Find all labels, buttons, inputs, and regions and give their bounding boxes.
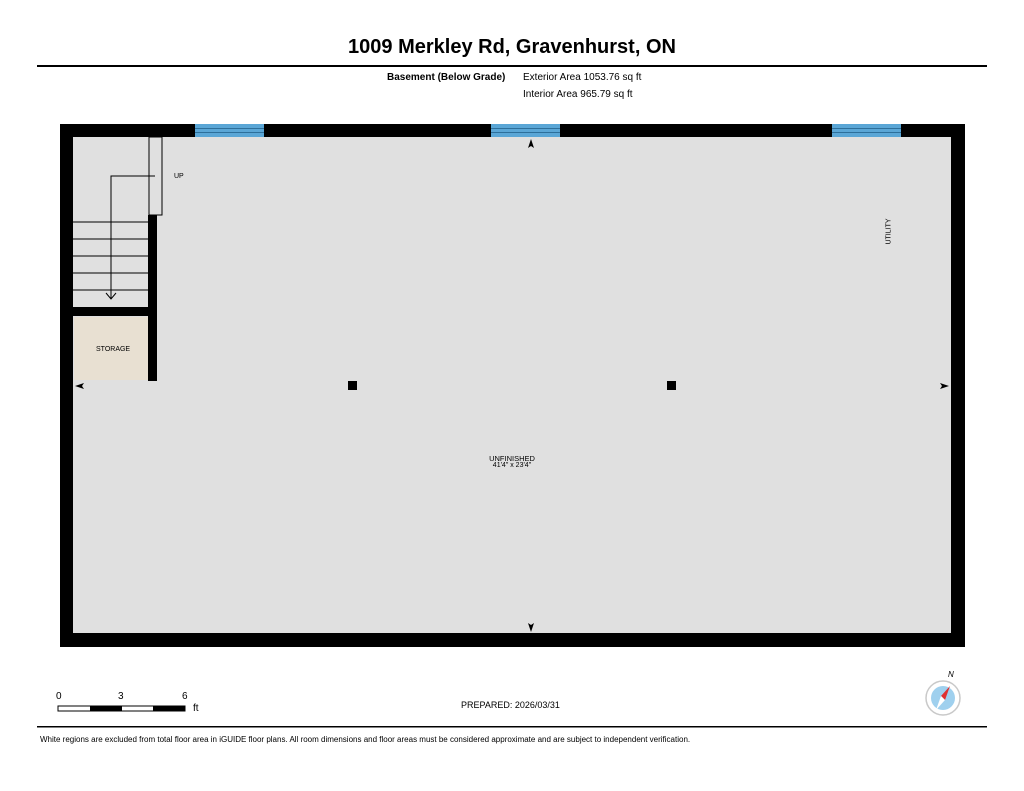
interior-area: Interior Area 965.79 sq ft (523, 89, 633, 100)
scale-tick-6: 6 (182, 691, 188, 702)
scale-tick-0: 0 (56, 691, 62, 702)
page-title: 1009 Merkley Rd, Gravenhurst, ON (348, 36, 676, 58)
window-1 (195, 124, 264, 137)
window-2 (491, 124, 560, 137)
compass-icon (926, 681, 960, 715)
disclaimer-text: White regions are excluded from total floor area in iGUIDE floor plans. All room dimensions and floor areas must be considered approximate and are subject to independent verification. (40, 735, 691, 744)
scale-tick-3: 3 (118, 691, 124, 702)
footer-rule (37, 726, 987, 728)
scale-bar (58, 706, 185, 711)
stair-partition-wall (148, 215, 157, 381)
unfinished-room-floor (73, 137, 951, 633)
room-dimensions: 41'4" x 23'4" (492, 462, 532, 469)
storage-label: STORAGE (96, 346, 131, 353)
storage-top-wall (73, 307, 153, 316)
support-post (348, 381, 357, 390)
floor-label: Basement (Below Grade) (387, 72, 506, 83)
window-3 (832, 124, 901, 137)
support-post (667, 381, 676, 390)
compass-north-label: N (948, 670, 954, 679)
prepared-date: PREPARED: 2026/03/31 (461, 700, 560, 710)
room-name: UNFINISHED (489, 454, 535, 463)
scale-unit: ft (193, 703, 199, 714)
stairs-label: UP (174, 173, 184, 180)
utility-label: UTILITY (885, 218, 893, 245)
exterior-area: Exterior Area 1053.76 sq ft (523, 72, 642, 83)
